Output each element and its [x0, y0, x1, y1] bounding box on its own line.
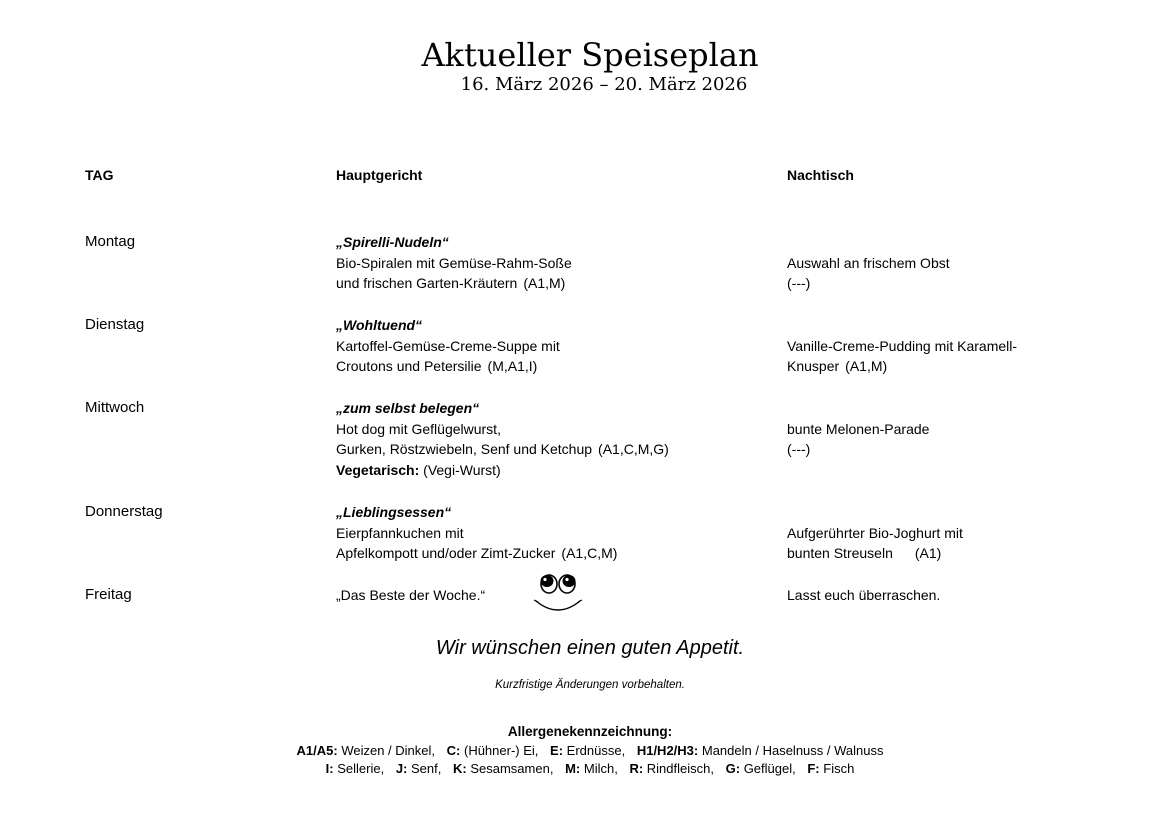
column-header-day: TAG [85, 167, 114, 183]
day-friday: Freitag [85, 586, 132, 603]
main-dish-monday [336, 232, 572, 294]
main-dish-wednesday [336, 398, 669, 480]
vegetarian-option: Vegetarisch: (Vegi-Wurst) [336, 461, 501, 478]
dessert-thursday: Aufgerührter Bio-Joghurt mit bunten Streuseln (A1) [787, 524, 963, 561]
appetit-message: Wir wünschen einen guten Appetit. [435, 637, 745, 659]
day-monday: Montag [85, 233, 136, 250]
day-wednesday: Mittwoch [85, 399, 145, 416]
dish-name: „Spirelli-Nudeln“ [336, 234, 449, 250]
dish-description: Kartoffel-Gemüse-Creme-Suppe mit [336, 337, 560, 354]
allergen-codes: (A1,C,M,G) [598, 441, 669, 457]
dessert-wednesday: bunte Melonen-Parade (---) [787, 420, 930, 457]
allergen-codes: (A1) [914, 545, 942, 561]
dish-description: Croutons und Petersilie (M,A1,I) [336, 358, 538, 374]
allergen-legend-line-1: A1/A5: Weizen / Dinkel, C: (Hühner-) Ei, E: Erdnüsse, H1/H2/H3: Mandeln / Haselnuss / Walnuss [296, 743, 884, 758]
change-note: Kurzfristige Änderungen vorbehalten. [495, 679, 685, 691]
dish-description: und frischen Garten-Kräutern (A1,M) [336, 275, 566, 291]
main-dish-tuesday [336, 315, 560, 377]
column-header-dessert: Nachtisch [787, 167, 854, 183]
dish-description: Hot dog mit Geflügelwurst, [336, 420, 501, 437]
allergen-codes: (M,A1,I) [487, 358, 538, 374]
dish-description: Gurken, Röstzwiebeln, Senf und Ketchup (A1,C,M,G) [336, 441, 669, 457]
column-header-main: Hauptgericht [336, 167, 423, 183]
allergen-codes: (A1,C,M) [561, 545, 618, 561]
allergen-codes: (A1,M) [523, 275, 566, 291]
allergen-legend-line-2: I: Sellerie, J: Senf, K: Sesamsamen, M: Milch, R: Rindfleisch, G: Geflügel, F: Fisch [325, 761, 855, 776]
dish-name: „Wohltuend“ [336, 317, 423, 333]
day-thursday: Donnerstag [85, 503, 163, 520]
dish-name: „zum selbst belegen“ [336, 400, 480, 416]
dessert-tuesday: Vanille-Creme-Pudding mit Karamell- Knusper (A1,M) [787, 337, 1018, 374]
main-dish-thursday [336, 502, 617, 564]
day-tuesday: Dienstag [85, 316, 145, 333]
dish-description: Bio-Spiralen mit Gemüse-Rahm-Soße [336, 254, 572, 271]
date-range: 16. März 2026 – 20. März 2026 [460, 74, 748, 95]
allergen-title: Allergenekennzeichnung: [507, 724, 673, 739]
allergen-codes: (A1,M) [845, 358, 888, 374]
main-dish-friday: „Das Beste der Woche.“ [336, 587, 486, 603]
page-title: Aktueller Speiseplan [421, 36, 759, 74]
dessert-friday: Lasst euch überraschen. [787, 587, 941, 603]
dish-description: Eierpfannkuchen mit [336, 524, 464, 541]
dish-name: „Lieblingsessen“ [336, 504, 452, 520]
dish-description: Apfelkompott und/oder Zimt-Zucker (A1,C,M) [336, 545, 618, 561]
dessert-monday: Auswahl an frischem Obst (---) [787, 254, 950, 291]
smiley-face-icon [530, 571, 586, 617]
